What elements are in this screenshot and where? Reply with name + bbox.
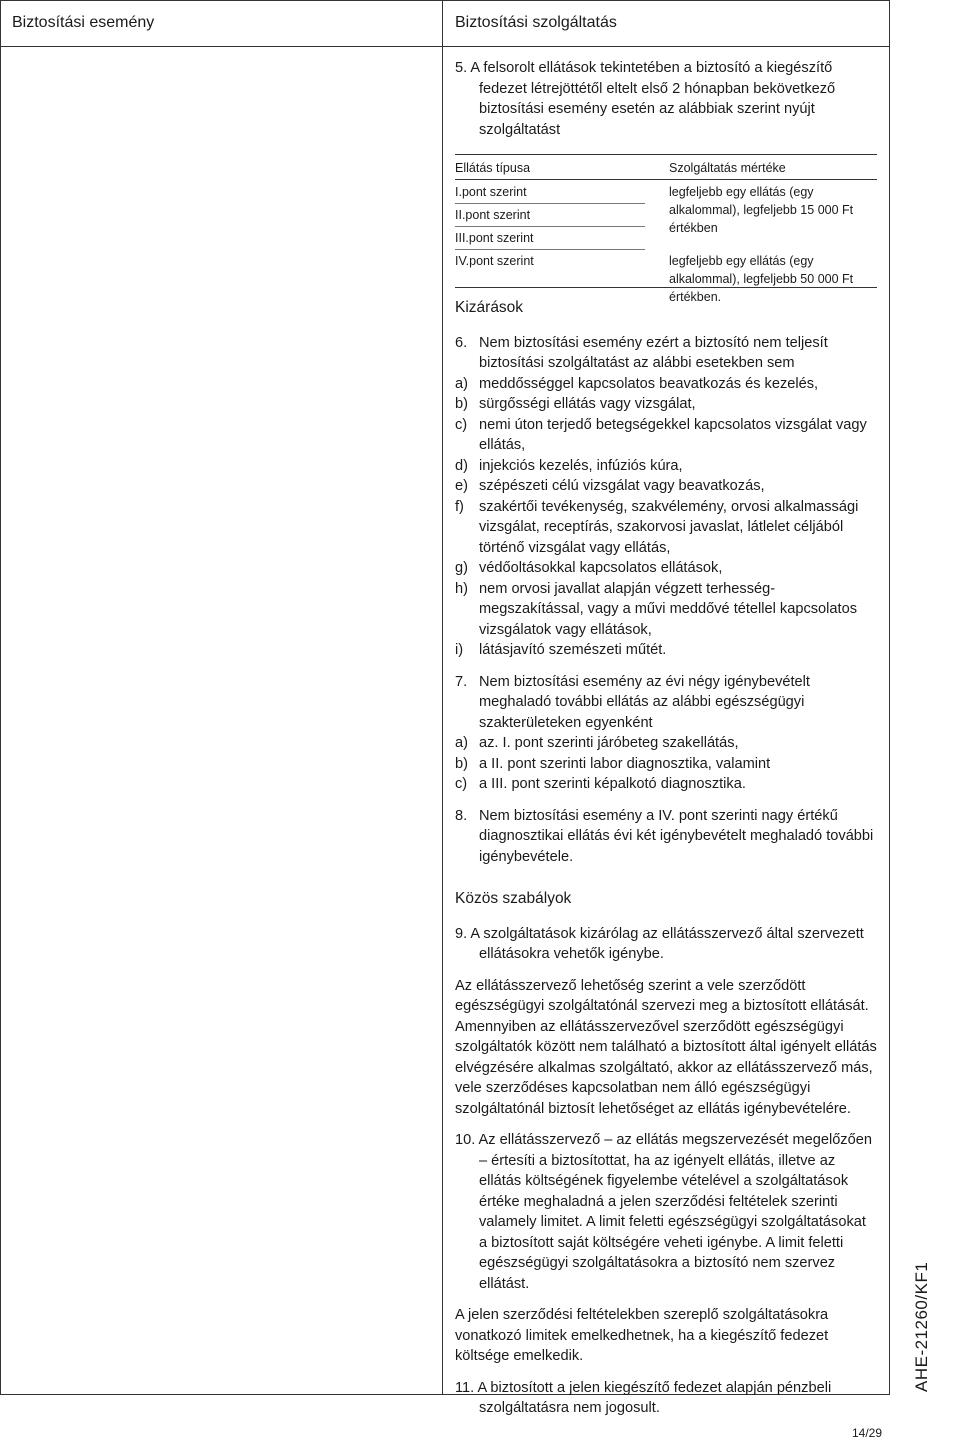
list-item xyxy=(455,476,877,497)
paragraph-8-rest: a IV. pont szerinti nagy értékű diagnosztikai ellátás évi két igénybevételt meghaladó további igénybevétele. xyxy=(479,807,874,865)
table-header-type: Ellátás típusa xyxy=(455,161,531,175)
list-item-label: c) xyxy=(455,776,468,792)
heading-kozos-szabalyok: Közös szabályok xyxy=(455,890,572,907)
exclusion-list-6 xyxy=(455,374,877,661)
paragraph-6 xyxy=(455,333,877,374)
right-column-content xyxy=(455,58,877,1419)
list-item-label: c) xyxy=(455,416,468,433)
list-item-label: f) xyxy=(455,498,464,515)
list-item-label: d) xyxy=(455,457,468,474)
paragraph-7-number: 7. xyxy=(455,673,468,690)
paragraph-6-number: 6. xyxy=(455,334,468,351)
paragraph-11: 11. A biztosított a jelen kiegészítő fedezet alapján pénzbeli szolgáltatásra nem jogosult. xyxy=(455,1379,832,1416)
list-item-text: meddősséggel kapcsolatos beavatkozás és kezelés, xyxy=(479,375,819,392)
list-item xyxy=(455,579,877,641)
paragraph-8 xyxy=(455,806,877,868)
header-row xyxy=(0,0,890,47)
table-row-type: II.pont szerint xyxy=(455,208,531,222)
page-number: 14/29 xyxy=(852,1426,883,1440)
list-item xyxy=(455,374,877,395)
list-item-label: e) xyxy=(455,478,468,494)
table-row-type: I.pont szerint xyxy=(455,185,527,199)
header-left-title: Biztosítási esemény xyxy=(12,14,155,31)
list-item-text: védőoltásokkal kapcsolatos ellátások, xyxy=(479,560,723,576)
list-item xyxy=(455,733,877,754)
paragraph-5: 5. A felsorolt ellátások tekintetében a biztosító a kiegészítő fedezet létrejöttétől eltelt első 2 hónapban bekövetkező biztosítási esemény esetén az alábbiak szerint nyújt szolgáltatást xyxy=(455,60,836,138)
list-item-text: injekciós kezelés, infúziós kúra, xyxy=(479,457,683,474)
list-item-label: a) xyxy=(455,735,468,751)
paragraph-7-rest: az évi négy igénybevételt meghaladó további ellátás az alábbi egészségügyi szakterületeken egyenként xyxy=(479,673,810,731)
list-item-label: g) xyxy=(455,560,468,576)
list-item xyxy=(455,754,877,775)
service-table xyxy=(455,154,877,304)
table-row-type: III.pont szerint xyxy=(455,231,534,245)
list-item xyxy=(455,774,877,795)
frame-right-border xyxy=(889,0,890,1395)
table-header-amount: Szolgáltatás mértéke xyxy=(669,161,786,175)
list-item-text: a III. pont szerinti képalkotó diagnosztika. xyxy=(479,776,746,792)
list-item-text: a II. pont szerinti labor diagnosztika, valamint xyxy=(479,755,771,772)
list-item xyxy=(455,558,877,579)
table-row-divider xyxy=(455,203,645,204)
paragraph-10-continued: A jelen szerződési feltételekben szereplő szolgáltatásokra vonatkozó limitek emelkedhetnek, ha a kiegészítő fedezet költsége emelkedik. xyxy=(455,1307,829,1364)
table-value-1: legfeljebb egy ellátás (egy alkalommal), legfeljebb 15 000 Ft értékben xyxy=(669,185,854,235)
list-item-text: nemi úton terjedő betegségekkel kapcsolatos vizsgálat vagy ellátás, xyxy=(479,416,867,453)
paragraph-9-continued: Az ellátásszervező lehetőség szerint a vele szerződött egészségügyi szolgáltatónál szervezi meg a biztosított ellátását. Amennyiben az ellátásszervezővel szerződött egészségügyi szolgáltatók között nem található a biztosított által igényelt ellátás elvégzésére alkalmas szolgáltató, akkor az ellátásszervező más, vele szerződéses kapcsolatban nem álló egészségügyi szolgáltatónál biztosít lehetőséget az ellátás igénybevételére. xyxy=(455,977,877,1117)
header-right-cell xyxy=(443,0,889,46)
paragraph-7 xyxy=(455,672,877,734)
paragraph-6-rest: ezért a biztosító nem teljesít biztosítási szolgáltatást az alábbi esetekben sem xyxy=(479,334,828,371)
list-item xyxy=(455,497,877,559)
list-item-text: nem orvosi javallat alapján végzett terhesség-megszakítással, vagy a művi meddővé tétellel kapcsolatos vizsgálatok vagy ellátások, xyxy=(479,580,857,638)
document-code: AHE-21260/KF1 xyxy=(912,1261,931,1392)
list-item-label: b) xyxy=(455,396,468,412)
paragraph-8-number: 8. xyxy=(455,807,468,824)
table-value-2: legfeljebb egy ellátás (egy alkalommal), legfeljebb 50 000 Ft értékben. xyxy=(669,254,854,304)
table-header-divider xyxy=(455,179,877,180)
list-item-text: szakértői tevékenység, szakvélemény, orvosi alkalmassági vizsgálat, receptírás, szakorvosi javaslat, látlelet céljából történő vizsgálat vagy ellátás, xyxy=(479,498,859,556)
frame-middle-border xyxy=(442,0,443,1395)
table-row-type: IV.pont szerint xyxy=(455,254,534,268)
list-item-label: h) xyxy=(455,580,468,597)
paragraph-7-bold: Nem biztosítási esemény xyxy=(479,673,643,690)
list-item-label: b) xyxy=(455,755,468,772)
list-item-text: sürgősségi ellátás vagy vizsgálat, xyxy=(479,396,696,412)
list-item-text: látásjavító szemészeti műtét. xyxy=(479,642,667,658)
paragraph-9: 9. A szolgáltatások kizárólag az ellátásszervező által szervezett ellátásokra vehetők igénybe. xyxy=(455,925,864,962)
list-item-label: i) xyxy=(455,642,464,658)
table-row-divider xyxy=(455,249,645,250)
heading-kizarasok: Kizárások xyxy=(455,299,524,316)
frame-left-border xyxy=(0,0,1,1395)
list-item xyxy=(455,394,877,415)
paragraph-10: 10. Az ellátásszervező – az ellátás megszervezését megelőzően – értesíti a biztosítottat, ha az igényelt ellátás, illetve az ellátás költségének figyelembe vételével a szolgáltatások értéke meghaladná a jelen szerződési feltételek szerinti valamely limitet. A limit feletti egészségügyi szolgáltatásokat a biztosított saját költségére veheti igénybe. A limit feletti egészségügyi szolgáltatásokra a biztosító nem szervez ellátást. xyxy=(455,1132,872,1292)
header-left-cell xyxy=(0,0,443,46)
paragraph-6-bold: Nem biztosítási esemény xyxy=(479,334,643,351)
exclusion-list-7 xyxy=(455,733,877,795)
paragraph-8-bold: Nem biztosítási esemény xyxy=(479,807,643,824)
list-item-text: szépészeti célú vizsgálat vagy beavatkozás, xyxy=(479,478,765,494)
list-item xyxy=(455,415,877,456)
table-row-divider xyxy=(455,226,645,227)
list-item-label: a) xyxy=(455,375,468,392)
list-item xyxy=(455,456,877,477)
header-right-title: Biztosítási szolgáltatás xyxy=(455,14,617,31)
list-item xyxy=(455,640,877,661)
list-item-text: az. I. pont szerinti járóbeteg szakellátás, xyxy=(479,735,739,751)
